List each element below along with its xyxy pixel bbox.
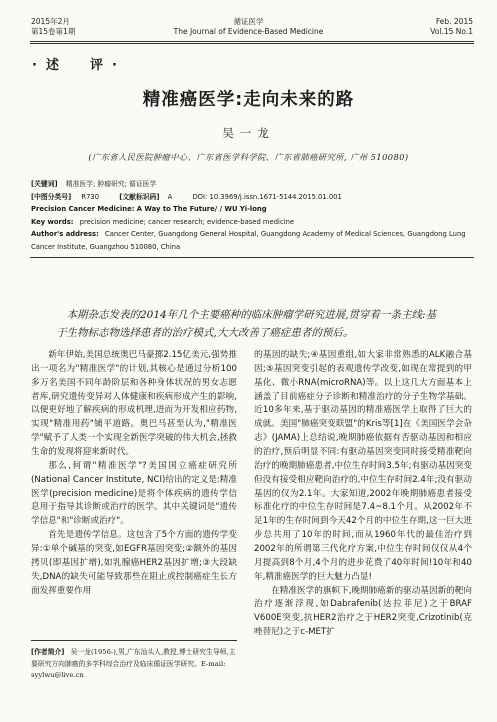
header-rule-thin: [30, 43, 474, 44]
volume-issue-en: Vol.15 No.1: [430, 27, 473, 36]
header-right: [430, 17, 473, 37]
issue-date: 2015年2月: [31, 17, 70, 26]
footnote-rule: [31, 640, 237, 641]
author-address-row: [31, 228, 471, 241]
body-column-left: [31, 349, 237, 598]
header-rule: [30, 41, 474, 42]
clc-number: R730: [81, 192, 100, 201]
issue-date-en: Feb. 2015: [435, 17, 473, 26]
classification-row: [31, 191, 471, 204]
body-paragraph: 的基因的缺失;④基因重组,如大家非常熟悉的ALK融合基因;⑤基因突变引起的表观遗传学改变,如现在常提到的甲基化、微小RNA(microRNA)等。以上这几大方面基本上涵盖了目前癌症分子诊断和精准治疗的分子生物学基础。近10多年来,基于驱动基因的精准癌医学上取得了巨大的成就。美国"肺癌突变联盟"的Kris等[1]在《美国医学会杂志》(JAMA)上总结说,晚期肺癌依据有否驱动基因和相应的治疗,预后明显不同:有驱动基因突变同时接受精准靶向治疗的晚期肺癌患者,中位生存时间3.5年;有驱动基因突变但没有接受相应靶向治疗的,中位生存时间2.4年;没有驱动基因的仅为2.1年。大家知道,2002年晚期肺癌患者接受标准化疗的中位生存时间是7.4~8.1个月。从2002年不足1年的生存时间到今天42个月的中位生存期,这一巨大进步总共用了10年的时间,而从1960年代的最佳治疗到2002年的所谓第三代化疗方案,中位生存时间仅仅从4个月提高到8个月,4个月的进步花费了40年时间!10年和40年,精准癌医学的巨大魅力凸显!: [254, 350, 472, 582]
address-label: Author's address:: [31, 230, 99, 239]
journal-name-en: The Journal of Evidence-Based Medicine: [173, 27, 324, 36]
volume-issue: 第15卷第1期: [31, 27, 76, 36]
body-paragraph: 首先是遗传学信息。这包含了5个方面的遗传学变异:①单个碱基的突变,如EGFR基因突变;②额外的基因拷贝(即基因扩增),如乳腺癌HER2基因扩增;③大段缺失,DNA的缺失可能导致那些在阻止或控制癌症生长方面发挥重要作用: [31, 530, 237, 596]
body-paragraph: 在精准医学的旗帜下,晚期肺癌新的驱动基因新的靶向治疗逐渐浮现,如Dabrafenib(达拉菲尼)之于BRAF V600E突变,抗HER2治疗之于HER2突变,Crizotinib(克唑替尼)之于c-MET扩: [254, 585, 472, 638]
doi: DOI: 10.3969/j.issn.1671-5144.2015.01.001: [192, 192, 342, 201]
keywords-en-row: [31, 216, 471, 229]
english-title: Precision Cancer Medicine: A Way to The Future/ / WU Yi-long: [31, 205, 267, 214]
keywords-en-label: Key words:: [31, 217, 74, 226]
author-intro: [31, 647, 237, 682]
article-metadata: [31, 178, 471, 254]
section-tag: ·述 评·: [32, 58, 126, 73]
keywords-cn: 精准医学; 肿瘤研究; 循证医学: [65, 180, 157, 188]
article-author: 吴一龙: [222, 126, 275, 140]
keywords-cn-row: [31, 178, 471, 191]
doc-code-label: [文献标识码]: [119, 192, 160, 201]
keywords-en: precision medicine; cancer research; evidence-based medicine: [79, 217, 295, 226]
author-affiliation: (广东省人民医院肿瘤中心、广东省医学科学院、广东省肺癌研究所, 广州 510080): [88, 152, 409, 162]
abstract: 本期杂志发表的2014年几个主要癌种的临床肿瘤学研究进展,贯穿着一条主线:基于生物标志物选择患者的治疗模式,大大改善了癌症患者的预后。: [56, 309, 437, 339]
author-address-en: Cancer Center, Guangdong General Hospital, Guangdong Academy of Medical Sciences, Guangdong Lung: [104, 230, 466, 239]
metadata-rule: [30, 257, 474, 258]
clc-label: [中图分类号]: [31, 192, 72, 201]
english-title-row: [31, 203, 471, 216]
doc-code: A: [167, 192, 173, 201]
journal-name-cn: 循证医学: [233, 17, 264, 26]
article-title: 精准癌医学:走向未来的路: [142, 90, 355, 110]
body-paragraph: 那么,何谓"精准医学"?美国国立癌症研究所(National Cancer Institute, NCI)给出的定义是:精准医学(precision medicine)是将个体疾病的遗传学信息用于指导其诊断或治疗的医学。其中关键词是"遗传学信息"和"诊断或治疗"。: [31, 460, 237, 527]
author-intro-label: [作者简介]: [31, 648, 65, 656]
author-intro-text: 吴一龙(1956-),男,广东汕头人,教授,博士研究生导师,主要研究方向肺癌的多学科综合治疗及临床循证医学研究。E-mail: syylwu@live.cn: [31, 648, 236, 679]
author-address-en-2: Cancer Institute, Guangzhou 510080, China: [31, 242, 181, 251]
header-center: [0, 17, 497, 37]
author-address-row-2: [31, 241, 471, 254]
body-column-right: [254, 349, 472, 640]
body-paragraph: 新年伊始,美国总统奥巴马豪掷2.15亿美元,强势推出一项名为"精准医学"的计划,其核心是通过分析100多万名美国不同年龄阶层和各种身体状况的男女志愿者库,研究遗传变异对人体健康和疾病形成产生的影响,以便更好地了解疾病的形成机理,进而为开发相应药物,实现"精准用药"铺平道路。奥巴马甚至认为,"精准医学"赋予了人类一个实现全新医学突破的伟大机会,拯救生命的发现将迎来新时代。: [31, 350, 237, 458]
keywords-cn-label: [关键词]: [31, 180, 58, 188]
